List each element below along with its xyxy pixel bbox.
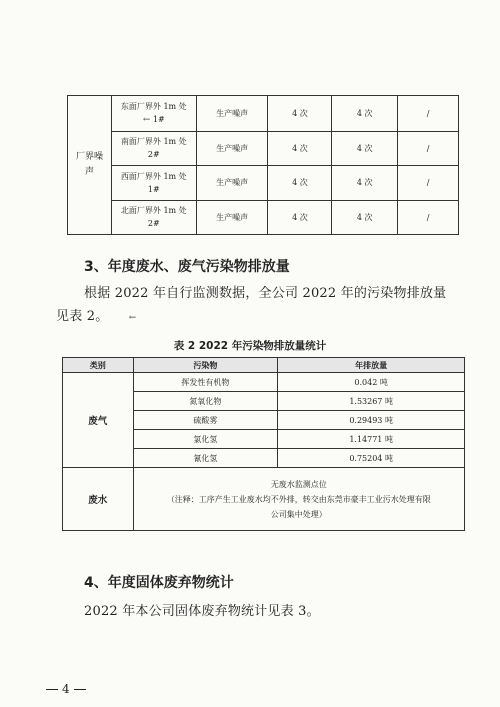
paragraph-line: 根据 2022 年自行监测数据，全公司 2022 年的污染物排放量 [84, 286, 447, 301]
section-heading: 3、年度废水、废气污染物排放量 [84, 259, 290, 275]
table-row [63, 468, 465, 531]
monitor-factor: 生产噪声 [196, 131, 268, 165]
location-line: ← 1# [142, 114, 165, 125]
location-line: 2# [147, 219, 160, 229]
monitor-factor: 生产噪声 [196, 166, 268, 200]
monitor-note: / [398, 96, 459, 132]
pen-mark-icon: ← [128, 313, 137, 323]
location-line: 2# [147, 150, 160, 160]
amount-cell: 0.29493 吨 [278, 411, 465, 430]
arrow-mark-icon: ← [142, 114, 151, 125]
location-line: 东面厂界外 1m 处 [120, 101, 187, 111]
monitor-frequency: 4 次 [268, 200, 332, 234]
emission-table [62, 357, 465, 531]
amount-cell: 1.53267 吨 [278, 392, 465, 411]
monitor-location [111, 166, 196, 200]
page-number [42, 682, 90, 696]
location-line: 北面厂界外 1m 处 [120, 206, 187, 216]
amount-cell: 0.042 吨 [278, 373, 465, 392]
wastewater-note-cell [133, 468, 464, 531]
column-header: 类别 [63, 358, 134, 373]
location-line: 西面厂界外 1m 处 [120, 171, 187, 181]
monitor-frequency: 4 次 [332, 166, 398, 200]
monitor-frequency: 4 次 [268, 131, 332, 165]
paragraph-line [56, 305, 137, 324]
monitor-factor: 生产噪声 [196, 200, 268, 234]
monitor-note: / [398, 166, 459, 200]
table-row [68, 131, 459, 165]
wastewater-line: 公司集中处理） [270, 509, 327, 519]
pollutant-cell: 氯化氢 [133, 430, 278, 449]
monitor-note: / [398, 131, 459, 165]
noise-category-cell: 厂界噪声 [68, 96, 112, 235]
noise-monitoring-table [67, 95, 459, 235]
category-cell: 废气 [63, 373, 134, 468]
monitor-factor: 生产噪声 [196, 96, 268, 132]
pollutant-cell: 氰化氢 [133, 449, 278, 468]
pollutant-cell: 挥发性有机物 [133, 373, 278, 392]
monitor-frequency: 4 次 [332, 131, 398, 165]
monitor-frequency: 4 次 [332, 200, 398, 234]
monitor-frequency: 4 次 [332, 96, 398, 132]
column-header: 污染物 [133, 358, 278, 373]
table-header-row [63, 358, 465, 373]
table-row [68, 200, 459, 234]
wastewater-line: （注释：工序产生工业废水均不外排，转交由东莞市豪丰工业污水处理有限 [166, 494, 431, 504]
dash-left [46, 689, 58, 690]
monitor-location [111, 96, 196, 132]
category-cell: 废水 [63, 468, 134, 531]
amount-cell: 0.75204 吨 [278, 449, 465, 468]
pollutant-cell: 氮氧化物 [133, 392, 278, 411]
paragraph-line: 2022 年本公司固体废弃物统计见表 3。 [84, 604, 320, 619]
location-line: 1# [147, 184, 160, 194]
location-line: 南面厂界外 1m 处 [120, 137, 187, 147]
table-row [68, 96, 459, 132]
pollutant-cell: 硫酸雾 [133, 411, 278, 430]
page-number-text: 4 [62, 682, 70, 696]
table-row [63, 373, 465, 392]
monitor-note: / [398, 200, 459, 234]
paragraph-text: 见表 2。 [56, 309, 109, 324]
amount-cell: 1.14771 吨 [278, 430, 465, 449]
column-header: 年排放量 [278, 358, 465, 373]
dash-right [74, 689, 86, 690]
wastewater-line: 无废水监测点位 [270, 479, 327, 489]
monitor-frequency: 4 次 [268, 166, 332, 200]
section-heading: 4、年度固体废弃物统计 [84, 575, 234, 591]
table-row [68, 166, 459, 200]
monitor-frequency: 4 次 [268, 96, 332, 132]
table-caption: 表 2 2022 年污染物排放量统计 [173, 340, 327, 352]
monitor-location [111, 200, 196, 234]
monitor-location [111, 131, 196, 165]
